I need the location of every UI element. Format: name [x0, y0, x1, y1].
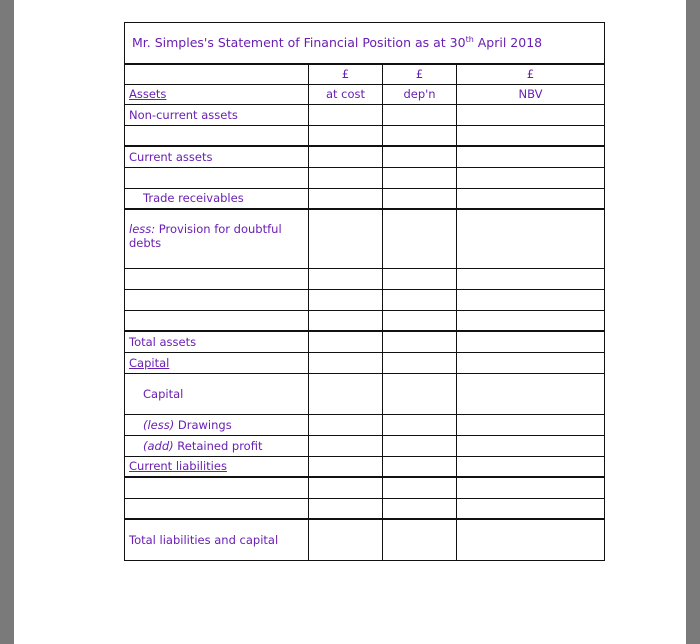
- total-liabilities-capital-row: [125, 519, 605, 560]
- currency-row: [125, 64, 605, 84]
- retained-profit-row: [125, 435, 605, 456]
- currency-cost: £: [309, 64, 383, 84]
- statement-table: [124, 22, 605, 561]
- assets-row: [125, 84, 605, 104]
- statement-title: Mr. Simples's Statement of Financial Position as at 30th April 2018: [125, 23, 605, 65]
- current-liabilities-heading: Current liabilities: [125, 456, 309, 477]
- non-current-assets-row: [125, 104, 605, 125]
- financial-position-statement: [124, 22, 543, 561]
- assets-heading: Assets: [125, 84, 309, 104]
- currency-dep: £: [383, 64, 457, 84]
- title-row: [125, 23, 605, 65]
- provision-row: [125, 209, 605, 268]
- blank-row: [125, 167, 605, 188]
- drawings-row: [125, 414, 605, 435]
- blank-row: [125, 289, 605, 310]
- capital-label: Capital: [125, 373, 309, 414]
- col-nbv: NBV: [457, 84, 605, 104]
- capital-heading-row: [125, 352, 605, 373]
- retained-profit-label: (add) Retained profit: [125, 435, 309, 456]
- blank-row: [125, 498, 605, 519]
- drawings-label: (less) Drawings: [125, 414, 309, 435]
- total-assets-row: [125, 331, 605, 352]
- total-assets-label: Total assets: [125, 331, 309, 352]
- blank-row: [125, 477, 605, 498]
- current-assets-row: [125, 146, 605, 167]
- page: [14, 0, 686, 644]
- col-depreciation: dep'n: [383, 84, 457, 104]
- non-current-assets-label: Non-current assets: [125, 104, 309, 125]
- current-liabilities-row: [125, 456, 605, 477]
- trade-receivables-label: Trade receivables: [125, 188, 309, 209]
- blank-row: [125, 268, 605, 289]
- capital-row: [125, 373, 605, 414]
- trade-receivables-row: [125, 188, 605, 209]
- col-at-cost: at cost: [309, 84, 383, 104]
- currency-label-cell: [125, 64, 309, 84]
- blank-row: [125, 125, 605, 146]
- provision-label: less: Provision for doubtful debts: [125, 209, 309, 268]
- currency-nbv: £: [457, 64, 605, 84]
- capital-heading: Capital: [125, 352, 309, 373]
- current-assets-label: Current assets: [125, 146, 309, 167]
- total-liabilities-capital-label: Total liabilities and capital: [125, 519, 309, 560]
- blank-row: [125, 310, 605, 331]
